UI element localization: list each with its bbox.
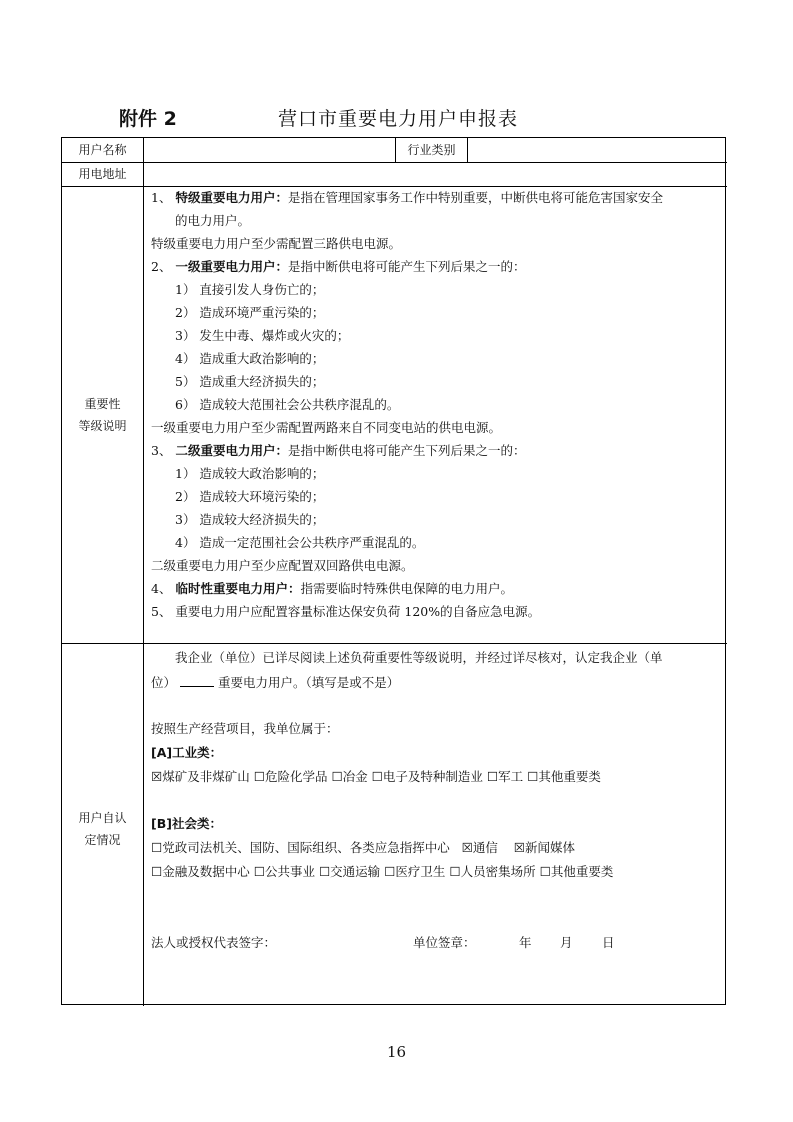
option-transport[interactable]: ☐交通运输 — [318, 864, 381, 879]
item-title: 特级重要电力用户： — [175, 190, 288, 205]
checkbox-icon[interactable]: ☐ — [151, 864, 163, 879]
category-b-heading: [B]社会类： — [151, 816, 222, 831]
self-assessment-label — [62, 807, 143, 851]
item-1-cont: 的电力用户。 — [175, 213, 251, 228]
option-electronics[interactable]: ☐电子及特种制造业 — [371, 769, 483, 784]
project-intro: 按照生产经营项目，我单位属于： — [151, 721, 339, 736]
item-3-sub-4: 4） 造成一定范围社会公共秩序严重混乱的。 — [175, 535, 425, 550]
application-table — [61, 137, 726, 1005]
importance-label-line2: 等级说明 — [78, 419, 127, 433]
checkbox-checked-icon[interactable]: ☒ — [461, 840, 473, 855]
item-text: 是指在管理国家事务工作中特别重要，中断供电将可能危害国家安全 — [287, 190, 663, 205]
checkbox-icon[interactable]: ☐ — [318, 864, 331, 879]
item-number: 2、 — [151, 259, 172, 274]
industry-label: 行业类别 — [407, 143, 456, 157]
user-name-field[interactable] — [144, 138, 395, 162]
item-2 — [151, 259, 525, 275]
month-label: 月 — [560, 935, 573, 950]
item-2-sub-3: 3） 发生中毒、爆炸或火灾的； — [175, 328, 350, 343]
importance-label — [62, 393, 143, 437]
item-text: 是指中断供电将可能产生下列后果之一的： — [287, 443, 526, 458]
legal-signature-label: 法人或授权代表签字： — [151, 935, 277, 950]
option-military[interactable]: ☐军工 — [486, 769, 524, 784]
item-title: 临时性重要电力用户： — [175, 581, 301, 596]
option-metallurgy[interactable]: ☐冶金 — [331, 769, 368, 784]
statement-suffix: 重要电力用户。（填写是或不是） — [217, 675, 400, 690]
checkbox-icon[interactable]: ☐ — [151, 840, 163, 855]
item-text: 是指中断供电将可能产生下列后果之一的： — [287, 259, 526, 274]
unit-seal-label: 单位签章： — [413, 935, 476, 950]
yes-no-blank[interactable] — [180, 674, 214, 687]
item-title: 一级重要电力用户： — [175, 259, 288, 274]
item-text: 指需要临时特殊供电保障的电力用户。 — [300, 581, 513, 596]
importance-label-line1: 重要性 — [84, 397, 121, 411]
item-2-sub-6: 6） 造成较大范围社会公共秩序混乱的。 — [175, 397, 400, 412]
category-b-options-row1 — [151, 840, 575, 856]
item-4 — [151, 581, 513, 597]
option-mining[interactable]: ☒煤矿及非煤矿山 — [151, 769, 250, 784]
item-2-sub-1: 1） 直接引发人身伤亡的； — [175, 282, 325, 297]
checkbox-icon[interactable]: ☐ — [539, 864, 551, 879]
item-1 — [151, 190, 663, 206]
option-news-media[interactable]: ☒新闻媒体 — [513, 840, 576, 855]
checkbox-icon[interactable]: ☐ — [371, 769, 383, 784]
option-crowded-places[interactable]: ☐人员密集场所 — [449, 864, 536, 879]
item-3-note: 二级重要电力用户至少应配置双回路供电电源。 — [151, 558, 414, 573]
attachment-label: 附件 2 — [119, 108, 177, 130]
checkbox-checked-icon[interactable]: ☒ — [513, 840, 526, 855]
user-name-label: 用户名称 — [78, 143, 127, 157]
option-government[interactable]: ☐党政司法机关、国防、国际组织、各类应急指挥中心 — [151, 840, 450, 855]
checkbox-icon[interactable]: ☐ — [331, 769, 343, 784]
checkbox-icon[interactable]: ☐ — [527, 769, 539, 784]
item-2-note: 一级重要电力用户至少需配置两路来自不同变电站的供电电源。 — [151, 420, 502, 435]
option-public-utility[interactable]: ☐公共事业 — [253, 864, 315, 879]
form-title: 营口市重要电力用户申报表 — [278, 108, 519, 130]
checkbox-icon[interactable]: ☐ — [253, 864, 265, 879]
year-label: 年 — [519, 935, 532, 950]
column-divider — [143, 138, 144, 1006]
item-3-sub-3: 3） 造成较大经济损失的； — [175, 512, 325, 527]
item-3-sub-1: 1） 造成较大政治影响的； — [175, 466, 325, 481]
option-other-industrial[interactable]: ☐其他重要类 — [527, 769, 601, 784]
item-1-note: 特级重要电力用户至少需配置三路供电电源。 — [151, 236, 402, 251]
row-divider — [62, 643, 727, 644]
checkbox-icon[interactable]: ☐ — [486, 769, 499, 784]
checkbox-checked-icon[interactable]: ☒ — [151, 769, 163, 784]
item-number: 1、 — [151, 190, 172, 205]
item-2-sub-4: 4） 造成重大政治影响的； — [175, 351, 325, 366]
option-medical[interactable]: ☐医疗卫生 — [384, 864, 446, 879]
row-divider — [62, 186, 727, 187]
self-label-line1: 用户自认 — [78, 811, 127, 825]
option-finance[interactable]: ☐金融及数据中心 — [151, 864, 250, 879]
category-a-heading: [A]工业类： — [151, 745, 223, 760]
category-b-options-row2 — [151, 864, 613, 880]
page-number: 16 — [386, 1043, 407, 1061]
address-field[interactable] — [144, 163, 726, 186]
item-3-sub-2: 2） 造成较大环境污染的； — [175, 489, 325, 504]
industry-field[interactable] — [468, 138, 726, 162]
option-telecom[interactable]: ☒通信 — [461, 840, 498, 855]
statement-prefix: 位） — [151, 675, 177, 690]
item-number: 3、 — [151, 443, 172, 458]
option-hazardous-chemicals[interactable]: ☐危险化学品 — [253, 769, 328, 784]
self-label-line2: 定情况 — [84, 833, 121, 847]
item-number: 4、 — [151, 581, 172, 596]
option-other-social[interactable]: ☐其他重要类 — [539, 864, 614, 879]
checkbox-icon[interactable]: ☐ — [253, 769, 265, 784]
item-title: 二级重要电力用户： — [175, 443, 288, 458]
item-3 — [151, 443, 525, 459]
self-assessment-content — [151, 650, 721, 1000]
item-5: 5、 重要电力用户应配置容量标准达保安负荷 120%的自备应急电源。 — [151, 604, 541, 619]
day-label: 日 — [602, 935, 615, 950]
importance-description — [151, 190, 721, 640]
checkbox-icon[interactable]: ☐ — [449, 864, 461, 879]
checkbox-icon[interactable]: ☐ — [384, 864, 396, 879]
address-label: 用电地址 — [78, 167, 127, 181]
statement-line2 — [151, 674, 399, 691]
item-2-sub-5: 5） 造成重大经济损失的； — [175, 374, 325, 389]
category-a-options — [151, 769, 601, 785]
item-2-sub-2: 2） 造成环境严重污染的； — [175, 305, 325, 320]
statement-line1: 我企业（单位）已详尽阅读上述负荷重要性等级说明，并经过详尽核对，认定我企业（单 — [175, 650, 663, 665]
